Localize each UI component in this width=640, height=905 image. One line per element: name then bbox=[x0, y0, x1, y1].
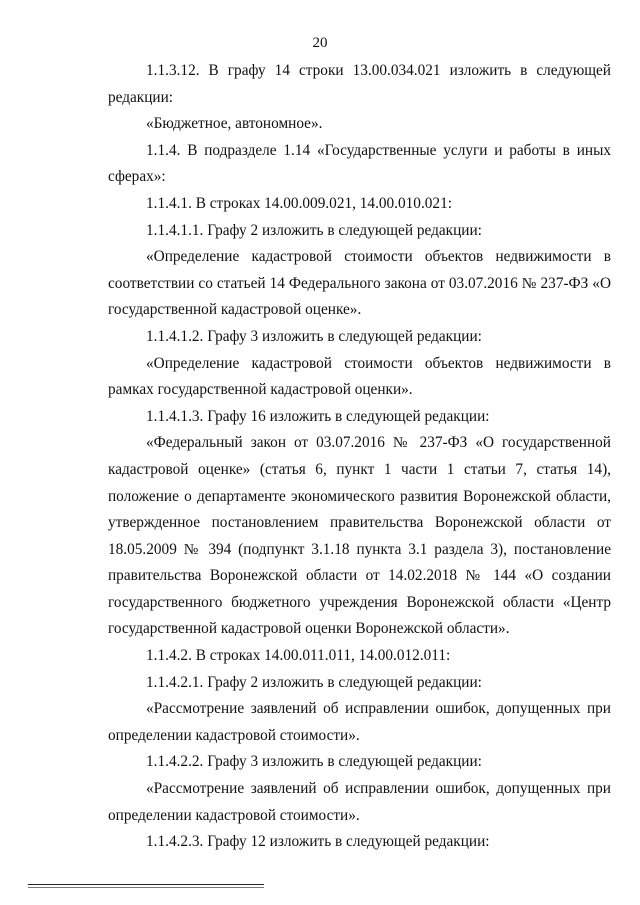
paragraph-federal-law-references: «Федеральный закон от 03.07.2016 № 237-ФЗ «О государственной кадастровой оценке» (статья 6, пункт 1 части 1 статьи 7, статья 14), положение о департаменте экономического развития Воронежской области, утвержденное постановлением правительства Воронежской области от 18.05.2009 № 394 (подпункт 3.1.18 пункта 3.1 раздела 3), постановление правительства Воронежской области от 14.02.2018 № 144 «О создании государственного бюджетного учреждения Воронежской области «Центр государственной кадастровой оценки Воронежской области». bbox=[108, 434, 611, 638]
paragraph-error-correction-1: «Рассмотрение заявлений об исправлении ошибок, допущенных при определении кадастровой стоимости». bbox=[108, 700, 611, 744]
document-body bbox=[108, 58, 611, 856]
paragraph-1-1-4: 1.1.4. В подразделе 1.14 «Государственные услуги и работы в иных сферах»: bbox=[108, 141, 611, 186]
paragraph-1-1-4-1-3: 1.1.4.1.3. Графу 16 изложить в следующей редакции: bbox=[146, 407, 490, 425]
paragraph-cadastral-value-state-assessment: «Определение кадастровой стоимости объектов недвижимости в рамках государственной кадастровой оценки». bbox=[108, 354, 611, 399]
paragraph-1-1-4-1-1: 1.1.4.1.1. Графу 2 изложить в следующей редакции: bbox=[146, 221, 482, 239]
paragraph-error-correction-2: «Рассмотрение заявлений об исправлении ошибок, допущенных при определении кадастровой стоимости». bbox=[108, 780, 611, 824]
paragraph-1-1-4-2-2: 1.1.4.2.2. Графу 3 изложить в следующей редакции: bbox=[146, 753, 482, 771]
page-number: 20 bbox=[312, 35, 328, 51]
paragraph-1-1-3-12: 1.1.3.12. В графу 14 строки 13.00.034.021 изложить в следующей редакции: bbox=[108, 62, 611, 106]
paragraph-budget-autonomous: «Бюджетное, автономное». bbox=[146, 115, 323, 133]
paragraph-1-1-4-2-1: 1.1.4.2.1. Графу 2 изложить в следующей редакции: bbox=[146, 673, 482, 691]
paragraph-1-1-4-1: 1.1.4.1. В строках 14.00.009.021, 14.00.010.021: bbox=[146, 194, 452, 212]
footer-divider bbox=[28, 884, 264, 885]
paragraph-1-1-4-2-3: 1.1.4.2.3. Графу 12 изложить в следующей редакции: bbox=[146, 833, 490, 851]
footer-divider-thin bbox=[28, 887, 264, 888]
paragraph-cadastral-value-definition: «Определение кадастровой стоимости объектов недвижимости в соответствии со статьей 14 Федерального закона от 03.07.2016 № 237-ФЗ «О государственной кадастровой оценке». bbox=[108, 248, 611, 319]
paragraph-1-1-4-1-2: 1.1.4.1.2. Графу 3 изложить в следующей редакции: bbox=[146, 327, 482, 345]
paragraph-1-1-4-2: 1.1.4.2. В строках 14.00.011.011, 14.00.012.011: bbox=[146, 647, 451, 665]
